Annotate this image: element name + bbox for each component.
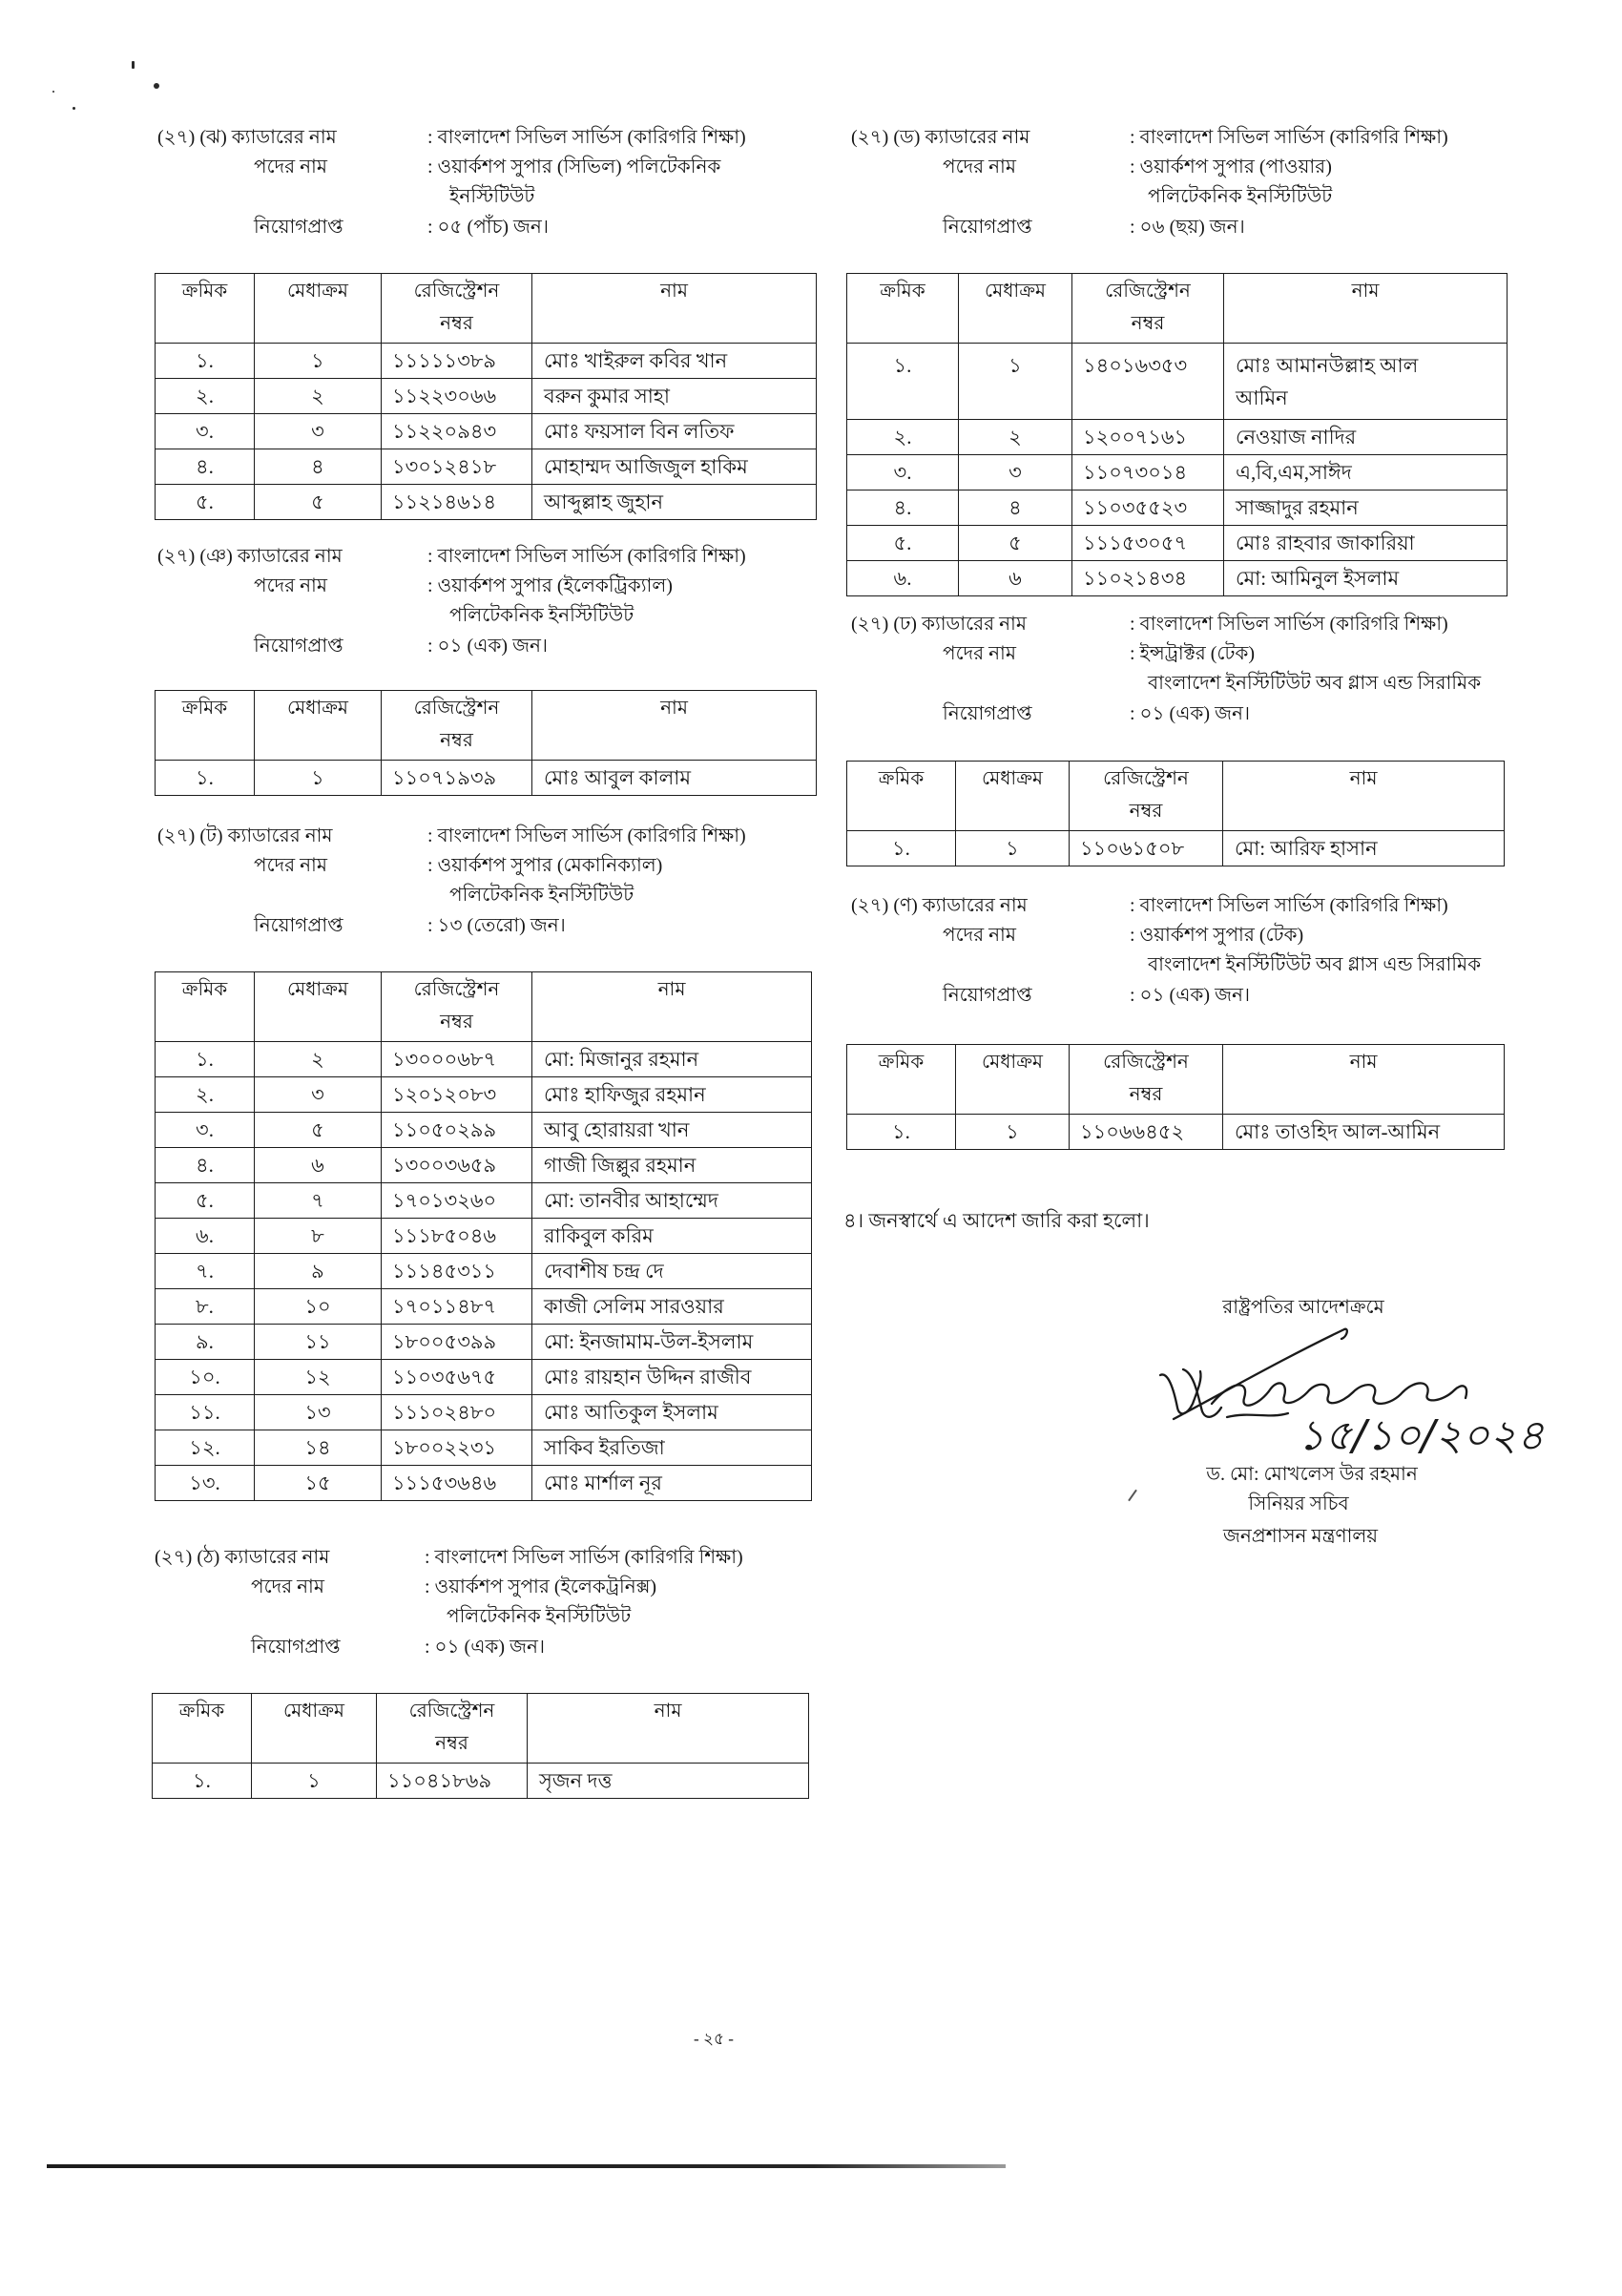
serial-cell: ৫.: [156, 485, 255, 520]
table-header-registration: [382, 972, 532, 1042]
cadre-value: : বাংলাদেশ সিভিল সার্ভিস (কারিগরি শিক্ষা): [1130, 614, 1448, 635]
signatory-name: ড. মো: মোখলেস উর রহমান: [1206, 1464, 1418, 1485]
page-number: - ২৫ -: [694, 2030, 734, 2048]
name-cell: কাজী সেলিম সারওয়ার: [532, 1289, 812, 1325]
table-row: [156, 1113, 812, 1148]
appointed-label: নিয়োগপ্রাপ্ত: [254, 915, 343, 936]
signature-date: ১৫/১০/২০২৪: [1298, 1411, 1545, 1460]
merit-cell: ১৩: [255, 1395, 382, 1430]
signatory-title: সিনিয়র সচিব: [1248, 1493, 1349, 1514]
table-header-row: [156, 274, 817, 344]
order-line: রাষ্ট্রপতির আদেশক্রমে: [1222, 1297, 1384, 1318]
table-header-registration: [377, 1694, 528, 1764]
table-header-registration: [382, 274, 532, 344]
merit-cell: ৫: [959, 526, 1072, 561]
merit-cell: ২: [959, 420, 1072, 455]
merit-cell: ২: [255, 1042, 382, 1077]
registration-cell: ১৭০১১৪৮৭: [382, 1289, 532, 1325]
post-label: পদের নাম: [254, 157, 327, 177]
table-row: [847, 455, 1508, 491]
registration-cell: ১১১৮৫০৪৬: [382, 1219, 532, 1254]
appointed-value: : ০৬ (ছয়) জন।: [1130, 217, 1245, 238]
appointee-table: [846, 761, 1505, 866]
table-header-row: [156, 691, 817, 761]
name-cell: মোঃ মার্শাল নূর: [532, 1466, 812, 1501]
cadre-value: : বাংলাদেশ সিভিল সার্ভিস (কারিগরি শিক্ষা): [427, 546, 746, 567]
table-header-name: নাম: [532, 972, 812, 1042]
cadre-value: : বাংলাদেশ সিভিল সার্ভিস (কারিগরি শিক্ষা): [1130, 895, 1448, 916]
table-header-registration: [382, 691, 532, 761]
appointed-value: : ০১ (এক) জন।: [425, 1637, 546, 1658]
table-row: [156, 1219, 812, 1254]
name-cell: এ,বি,এম,সাঈদ: [1224, 455, 1508, 491]
serial-cell: ৩.: [847, 455, 959, 491]
table-row: [156, 761, 817, 796]
table-header-row: [156, 972, 812, 1042]
serial-cell: ২.: [847, 420, 959, 455]
serial-cell: ৪.: [847, 491, 959, 526]
post-value-continued: বাংলাদেশ ইনস্টিটিউট অব গ্লাস এন্ড সিরামিক: [1148, 954, 1482, 975]
table-header-row: [847, 1045, 1505, 1115]
table-header-registration-line1: রেজিস্ট্রেশন: [413, 281, 500, 302]
cadre-label: (২৭) (ঞ) ক্যাডারের নাম: [157, 546, 343, 567]
appointee-table: [846, 273, 1508, 596]
table-row: [156, 449, 817, 485]
registration-cell: ১১০৩৫৫২৩: [1072, 491, 1224, 526]
name-cell: মোঃ রায়হান উদ্দিন রাজীব: [532, 1360, 812, 1395]
cadre-value: : বাংলাদেশ সিভিল সার্ভিস (কারিগরি শিক্ষা): [427, 127, 746, 148]
scan-speck: [154, 83, 159, 89]
post-value: : ওয়ার্কশপ সুপার (সিভিল) পলিটেকনিক: [427, 157, 721, 177]
post-value-continued: বাংলাদেশ ইনস্টিটিউট অব গ্লাস এন্ড সিরামিক: [1148, 673, 1482, 694]
name-cell: দেবাশীষ চন্দ্র দে: [532, 1254, 812, 1289]
merit-cell: ১৫: [255, 1466, 382, 1501]
table-row: [156, 344, 817, 379]
registration-cell: ১১১০২৪৮০: [382, 1395, 532, 1430]
serial-cell: ২.: [156, 1077, 255, 1113]
cadre-value: : বাংলাদেশ সিভিল সার্ভিস (কারিগরি শিক্ষা): [427, 825, 746, 846]
serial-cell: ৪.: [156, 1148, 255, 1183]
scan-mark: [1128, 1490, 1137, 1502]
table-header-name: নাম: [532, 274, 817, 344]
table-header-serial: ক্রমিক: [156, 274, 255, 344]
name-cell: বরুন কুমার সাহা: [532, 379, 817, 414]
registration-cell: ১১০৭৩০১৪: [1072, 455, 1224, 491]
post-value: : ওয়ার্কশপ সুপার (ইলেকট্রনিক্স): [425, 1576, 657, 1597]
table-header-serial: ক্রমিক: [153, 1694, 252, 1764]
name-cell: নেওয়াজ নাদির: [1224, 420, 1508, 455]
table-header-serial: ক্রমিক: [847, 1045, 956, 1115]
merit-cell: ২: [255, 379, 382, 414]
merit-cell: ৬: [255, 1148, 382, 1183]
table-header-merit: মেধাক্রম: [255, 691, 382, 761]
table-header-registration: [1070, 762, 1223, 831]
appointed-label: নিয়োগপ্রাপ্ত: [943, 985, 1032, 1006]
name-cell: মো: তানবীর আহাম্মেদ: [532, 1183, 812, 1219]
table-header-name: নাম: [1223, 1045, 1505, 1115]
table-row: [156, 1148, 812, 1183]
name-cell: সৃজন দত্ত: [528, 1764, 809, 1799]
name-cell: মোঃ হাফিজুর রহমান: [532, 1077, 812, 1113]
table-row: [156, 1183, 812, 1219]
name-cell: মোঃ আমানউল্লাহ আল আমিন: [1224, 344, 1508, 420]
registration-cell: ১২০১২০৮৩: [382, 1077, 532, 1113]
registration-cell: ১১২২৩০৬৬: [382, 379, 532, 414]
serial-cell: ৯.: [156, 1325, 255, 1360]
table-header-serial: ক্রমিক: [156, 691, 255, 761]
name-cell: গাজী জিল্লুর রহমান: [532, 1148, 812, 1183]
serial-cell: ১.: [153, 1764, 252, 1799]
table-row: [156, 1077, 812, 1113]
registration-cell: ১৭০১৩২৬০: [382, 1183, 532, 1219]
serial-cell: ৬.: [847, 561, 959, 596]
cadre-value: : বাংলাদেশ সিভিল সার্ভিস (কারিগরি শিক্ষা): [425, 1547, 743, 1568]
cadre-label: (২৭) (ঝ) ক্যাডারের নাম: [157, 127, 337, 148]
serial-cell: ১.: [156, 344, 255, 379]
post-value-continued: পলিটেকনিক ইনস্টিটিউট: [1148, 186, 1333, 207]
table-header-name: নাম: [1224, 274, 1508, 344]
table-header-merit: মেধাক্রম: [255, 972, 382, 1042]
appointed-label: নিয়োগপ্রাপ্ত: [254, 217, 343, 238]
post-value: : ওয়ার্কশপ সুপার (মেকানিক্যাল): [427, 855, 663, 876]
appointed-value: : ০৫ (পাঁচ) জন।: [427, 217, 550, 238]
table-row: [847, 831, 1505, 866]
name-cell: মোঃ ফয়সাল বিন লতিফ: [532, 414, 817, 449]
signature-stroke: [1212, 1383, 1466, 1405]
registration-cell: ১১২১৪৬১৪: [382, 485, 532, 520]
serial-cell: ১.: [156, 1042, 255, 1077]
post-label: পদের নাম: [254, 575, 327, 596]
table-row: [847, 491, 1508, 526]
post-label: পদের নাম: [943, 643, 1016, 664]
appointed-value: : ০১ (এক) জন।: [1130, 703, 1251, 724]
registration-cell: ১৩০০৩৬৫৯: [382, 1148, 532, 1183]
table-header-merit: মেধাক্রম: [956, 1045, 1070, 1115]
appointed-label: নিয়োগপ্রাপ্ত: [254, 636, 343, 657]
merit-cell: ১: [255, 761, 382, 796]
registration-cell: ১১০৪১৮৬৯: [377, 1764, 528, 1799]
serial-cell: ১.: [847, 831, 956, 866]
appointee-table: [155, 690, 817, 796]
name-cell: রাকিবুল করিম: [532, 1219, 812, 1254]
name-cell: মো: আরিফ হাসান: [1223, 831, 1505, 866]
post-label: পদের নাম: [254, 855, 327, 876]
table-header-serial: ক্রমিক: [156, 972, 255, 1042]
registration-cell: ১৪০১৬৩৫৩: [1072, 344, 1224, 420]
merit-cell: ৩: [255, 414, 382, 449]
table-row: [156, 1042, 812, 1077]
serial-cell: ১৩.: [156, 1466, 255, 1501]
table-header-merit: মেধাক্রম: [959, 274, 1072, 344]
serial-cell: ১.: [156, 761, 255, 796]
merit-cell: ১০: [255, 1289, 382, 1325]
registration-cell: ১১১৫৩৬৪৬: [382, 1466, 532, 1501]
post-label: পদের নাম: [943, 157, 1016, 177]
registration-cell: ১১১৪৫৩১১: [382, 1254, 532, 1289]
appointee-table: [152, 1693, 809, 1799]
serial-cell: ৩.: [156, 414, 255, 449]
table-header-registration-line1: রেজিস্ট্রেশন: [1103, 768, 1189, 789]
table-header-registration-line2: নম্বর: [1131, 313, 1165, 334]
table-header-row: [847, 762, 1505, 831]
cadre-label: (২৭) (ড) ক্যাডারের নাম: [851, 127, 1030, 148]
name-cell: মোঃ আতিকুল ইসলাম: [532, 1395, 812, 1430]
merit-cell: ৯: [255, 1254, 382, 1289]
registration-cell: ১১০২১৪৩৪: [1072, 561, 1224, 596]
registration-cell: ১১০৫০২৯৯: [382, 1113, 532, 1148]
appointed-value: : ০১ (এক) জন।: [1130, 985, 1251, 1006]
merit-cell: ৭: [255, 1183, 382, 1219]
serial-cell: ১২.: [156, 1430, 255, 1466]
appointed-value: : ১৩ (তেরো) জন।: [427, 915, 566, 936]
post-value: : ওয়ার্কশপ সুপার (টেক): [1130, 925, 1304, 946]
serial-cell: ৪.: [156, 449, 255, 485]
post-value-continued: পলিটেকনিক ইনস্টিটিউট: [449, 885, 634, 906]
registration-cell: ১৩০০০৬৮৭: [382, 1042, 532, 1077]
table-row: [156, 1325, 812, 1360]
table-header-registration: [1072, 274, 1224, 344]
serial-cell: ১১.: [156, 1395, 255, 1430]
table-header-name: নাম: [1223, 762, 1505, 831]
merit-cell: ১: [255, 344, 382, 379]
signatory-ministry: জনপ্রশাসন মন্ত্রণালয়: [1222, 1526, 1379, 1547]
table-header-registration-line2: নম্বর: [1129, 801, 1163, 822]
merit-cell: ১: [959, 344, 1072, 420]
table-row: [847, 1115, 1505, 1150]
appointee-table: [846, 1044, 1505, 1150]
appointed-value: : ০১ (এক) জন।: [427, 636, 549, 657]
merit-cell: ৫: [255, 485, 382, 520]
merit-cell: ৪: [959, 491, 1072, 526]
merit-cell: ৩: [959, 455, 1072, 491]
table-header-registration-line2: নম্বর: [435, 1733, 468, 1754]
registration-cell: ১১০৬১৫০৮: [1070, 831, 1223, 866]
cadre-label: (২৭) (ণ) ক্যাডারের নাম: [851, 895, 1028, 916]
table-row: [847, 344, 1508, 420]
serial-cell: ৬.: [156, 1219, 255, 1254]
cadre-label: (২৭) (ঢ) ক্যাডারের নাম: [851, 614, 1027, 635]
table-header-serial: ক্রমিক: [847, 762, 956, 831]
table-header-registration-line2: নম্বর: [440, 1012, 473, 1033]
table-row: [847, 561, 1508, 596]
table-header-merit: মেধাক্রম: [956, 762, 1070, 831]
registration-cell: ১১১৫৩০৫৭: [1072, 526, 1224, 561]
name-cell: মোহাম্মদ আজিজুল হাকিম: [532, 449, 817, 485]
serial-cell: ৫.: [156, 1183, 255, 1219]
table-row: [847, 420, 1508, 455]
table-row: [156, 379, 817, 414]
table-header-row: [153, 1694, 809, 1764]
table-row: [156, 485, 817, 520]
table-header-registration-line1: রেজিস্ট্রেশন: [1103, 1052, 1189, 1073]
table-header-merit: মেধাক্রম: [252, 1694, 377, 1764]
scan-speck: [132, 61, 135, 69]
cadre-label: (২৭) (ট) ক্যাডারের নাম: [157, 825, 333, 846]
table-row: [156, 1254, 812, 1289]
table-row: [156, 414, 817, 449]
signature-stroke: [1174, 1329, 1347, 1419]
registration-cell: ১৮০০৫৩৯৯: [382, 1325, 532, 1360]
scan-speck: [73, 107, 75, 110]
name-cell: মো: মিজানুর রহমান: [532, 1042, 812, 1077]
table-header-registration-line1: রেজিস্ট্রেশন: [1105, 281, 1191, 302]
registration-cell: ১৩০১২৪১৮: [382, 449, 532, 485]
table-row: [156, 1430, 812, 1466]
name-cell: মোঃ খাইরুল কবির খান: [532, 344, 817, 379]
appointed-label: নিয়োগপ্রাপ্ত: [943, 703, 1032, 724]
table-row: [156, 1289, 812, 1325]
table-row: [156, 1395, 812, 1430]
merit-cell: ৩: [255, 1077, 382, 1113]
name-cell: মোঃ আবুল কালাম: [532, 761, 817, 796]
scan-speck: [52, 91, 54, 93]
post-label: পদের নাম: [251, 1576, 324, 1597]
name-cell: আবু হোরায়রা খান: [532, 1113, 812, 1148]
signature: [1145, 1312, 1565, 1474]
serial-cell: ৮.: [156, 1289, 255, 1325]
serial-cell: ৩.: [156, 1113, 255, 1148]
table-row: [153, 1764, 809, 1799]
serial-cell: ৫.: [847, 526, 959, 561]
appointee-table: [155, 971, 812, 1501]
appointed-label: নিয়োগপ্রাপ্ত: [251, 1637, 341, 1658]
post-value: : ওয়ার্কশপ সুপার (ইলেকট্রিক্যাল): [427, 575, 673, 596]
registration-cell: ১৮০০২২৩১: [382, 1430, 532, 1466]
cadre-label: (২৭) (ঠ) ক্যাডারের নাম: [155, 1547, 330, 1568]
table-header-name: নাম: [528, 1694, 809, 1764]
bottom-rule: [47, 2164, 1006, 2168]
name-cell: সাকিব ইরতিজা: [532, 1430, 812, 1466]
table-header-merit: মেধাক্রম: [255, 274, 382, 344]
registration-cell: ১১০৭১৯৩৯: [382, 761, 532, 796]
serial-cell: ২.: [156, 379, 255, 414]
table-row: [847, 526, 1508, 561]
name-cell: সাজ্জাদুর রহমান: [1224, 491, 1508, 526]
merit-cell: ১: [956, 1115, 1070, 1150]
merit-cell: ১৪: [255, 1430, 382, 1466]
serial-cell: ১০.: [156, 1360, 255, 1395]
serial-cell: ১.: [847, 344, 959, 420]
registration-cell: ১১০৬৬৪৫২: [1070, 1115, 1223, 1150]
name-cell: মোঃ রাহবার জাকারিয়া: [1224, 526, 1508, 561]
table-header-registration-line1: রেজিস্ট্রেশন: [408, 1701, 495, 1722]
serial-cell: ১.: [847, 1115, 956, 1150]
serial-cell: ৭.: [156, 1254, 255, 1289]
merit-cell: ৮: [255, 1219, 382, 1254]
post-value-continued: পলিটেকনিক ইনস্টিটিউট: [449, 605, 634, 626]
merit-cell: ১২: [255, 1360, 382, 1395]
table-header-registration-line2: নম্বর: [1129, 1084, 1163, 1105]
signature-stroke: [1227, 1413, 1288, 1417]
post-label: পদের নাম: [943, 925, 1016, 946]
merit-cell: ৪: [255, 449, 382, 485]
table-header-registration-line1: রেজিস্ট্রেশন: [413, 979, 500, 1000]
merit-cell: ১: [956, 831, 1070, 866]
table-header-name: নাম: [532, 691, 817, 761]
merit-cell: ৬: [959, 561, 1072, 596]
paragraph-4: ৪। জনস্বার্থে এ আদেশ জারি করা হলো।: [843, 1209, 1150, 1232]
name-cell: মো: আমিনুল ইসলাম: [1224, 561, 1508, 596]
table-header-registration: [1070, 1045, 1223, 1115]
appointee-table: [155, 273, 817, 520]
appointed-label: নিয়োগপ্রাপ্ত: [943, 217, 1032, 238]
merit-cell: ১১: [255, 1325, 382, 1360]
cadre-value: : বাংলাদেশ সিভিল সার্ভিস (কারিগরি শিক্ষা): [1130, 127, 1448, 148]
merit-cell: ১: [252, 1764, 377, 1799]
table-header-row: [847, 274, 1508, 344]
name-cell: আব্দুল্লাহ জুহান: [532, 485, 817, 520]
table-header-serial: ক্রমিক: [847, 274, 959, 344]
registration-cell: ১১০৩৫৬৭৫: [382, 1360, 532, 1395]
table-header-registration-line2: নম্বর: [440, 730, 473, 751]
registration-cell: ১২০০৭১৬১: [1072, 420, 1224, 455]
table-header-registration-line1: রেজিস্ট্রেশন: [413, 698, 500, 719]
post-value: : ইন্সট্রাক্টর (টেক): [1130, 643, 1256, 664]
table-row: [156, 1466, 812, 1501]
table-header-registration-line2: নম্বর: [440, 313, 473, 334]
name-cell: মো: ইনজামাম-উল-ইসলাম: [532, 1325, 812, 1360]
post-value-continued: পলিটেকনিক ইনস্টিটিউট: [447, 1606, 632, 1627]
registration-cell: ১১২২০৯৪৩: [382, 414, 532, 449]
table-row: [156, 1360, 812, 1395]
post-value-continued: ইনস্টিটিউট: [449, 186, 535, 207]
merit-cell: ৫: [255, 1113, 382, 1148]
name-cell: মোঃ তাওহিদ আল-আমিন: [1223, 1115, 1505, 1150]
post-value: : ওয়ার্কশপ সুপার (পাওয়ার): [1130, 157, 1332, 177]
registration-cell: ১১১১১৩৮৯: [382, 344, 532, 379]
